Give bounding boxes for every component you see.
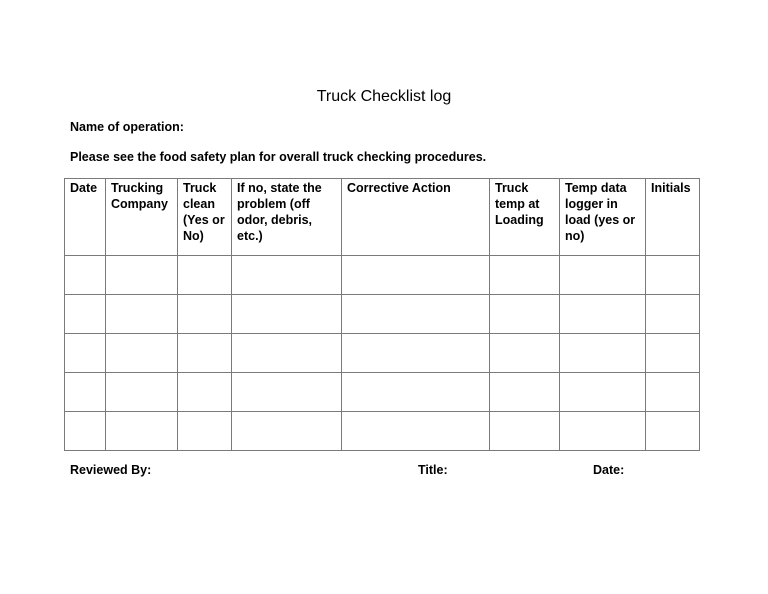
table-cell[interactable]	[106, 334, 178, 373]
table-cell[interactable]	[490, 256, 560, 295]
table-cell[interactable]	[65, 412, 106, 451]
column-header-truck-clean: Truck clean (Yes or No)	[178, 179, 232, 256]
table-cell[interactable]	[342, 373, 490, 412]
table-cell[interactable]	[178, 412, 232, 451]
table-cell[interactable]	[342, 334, 490, 373]
table-cell[interactable]	[65, 373, 106, 412]
table-row	[65, 295, 700, 334]
table-cell[interactable]	[560, 295, 646, 334]
table-header-row	[65, 179, 700, 256]
table-cell[interactable]	[106, 373, 178, 412]
table-cell[interactable]	[178, 295, 232, 334]
table-cell[interactable]	[65, 256, 106, 295]
table-cell[interactable]	[342, 295, 490, 334]
table-cell[interactable]	[178, 373, 232, 412]
table-cell[interactable]	[106, 295, 178, 334]
table-row	[65, 412, 700, 451]
table-cell[interactable]	[490, 295, 560, 334]
table-cell[interactable]	[560, 373, 646, 412]
table-cell[interactable]	[65, 295, 106, 334]
table-cell[interactable]	[232, 412, 342, 451]
table-cell[interactable]	[490, 373, 560, 412]
table-row	[65, 334, 700, 373]
table-cell[interactable]	[646, 412, 700, 451]
reviewed-by-label: Reviewed By:	[70, 463, 152, 477]
page-title: Truck Checklist log	[316, 88, 452, 105]
column-header-problem: If no, state the problem (off odor, debris, etc.)	[232, 179, 342, 256]
table-cell[interactable]	[342, 256, 490, 295]
table-cell[interactable]	[232, 334, 342, 373]
instruction-text: Please see the food safety plan for overall truck checking procedures.	[70, 150, 487, 164]
title-field-label: Title:	[418, 463, 448, 477]
table-cell[interactable]	[232, 295, 342, 334]
table-cell[interactable]	[560, 334, 646, 373]
table-row	[65, 256, 700, 295]
column-header-trucking-company: Trucking Company	[106, 179, 178, 256]
column-header-initials: Initials	[646, 179, 700, 256]
column-header-temp-data-logger: Temp data logger in load (yes or no)	[560, 179, 646, 256]
table-cell[interactable]	[232, 373, 342, 412]
date-field-label: Date:	[593, 463, 625, 477]
column-header-corrective-action: Corrective Action	[342, 179, 490, 256]
table-row	[65, 373, 700, 412]
table-cell[interactable]	[646, 295, 700, 334]
table-cell[interactable]	[560, 412, 646, 451]
table-cell[interactable]	[646, 256, 700, 295]
table-cell[interactable]	[490, 412, 560, 451]
truck-checklist-table	[64, 178, 700, 451]
table-cell[interactable]	[232, 256, 342, 295]
name-of-operation-label: Name of operation:	[70, 120, 184, 134]
column-header-truck-temp: Truck temp at Loading	[490, 179, 560, 256]
table-cell[interactable]	[178, 334, 232, 373]
table-cell[interactable]	[560, 256, 646, 295]
table-cell[interactable]	[106, 256, 178, 295]
table-cell[interactable]	[490, 334, 560, 373]
table-cell[interactable]	[342, 412, 490, 451]
column-header-date: Date	[65, 179, 106, 256]
table-cell[interactable]	[646, 334, 700, 373]
table-cell[interactable]	[106, 412, 178, 451]
table-cell[interactable]	[178, 256, 232, 295]
table-cell[interactable]	[646, 373, 700, 412]
table-cell[interactable]	[65, 334, 106, 373]
